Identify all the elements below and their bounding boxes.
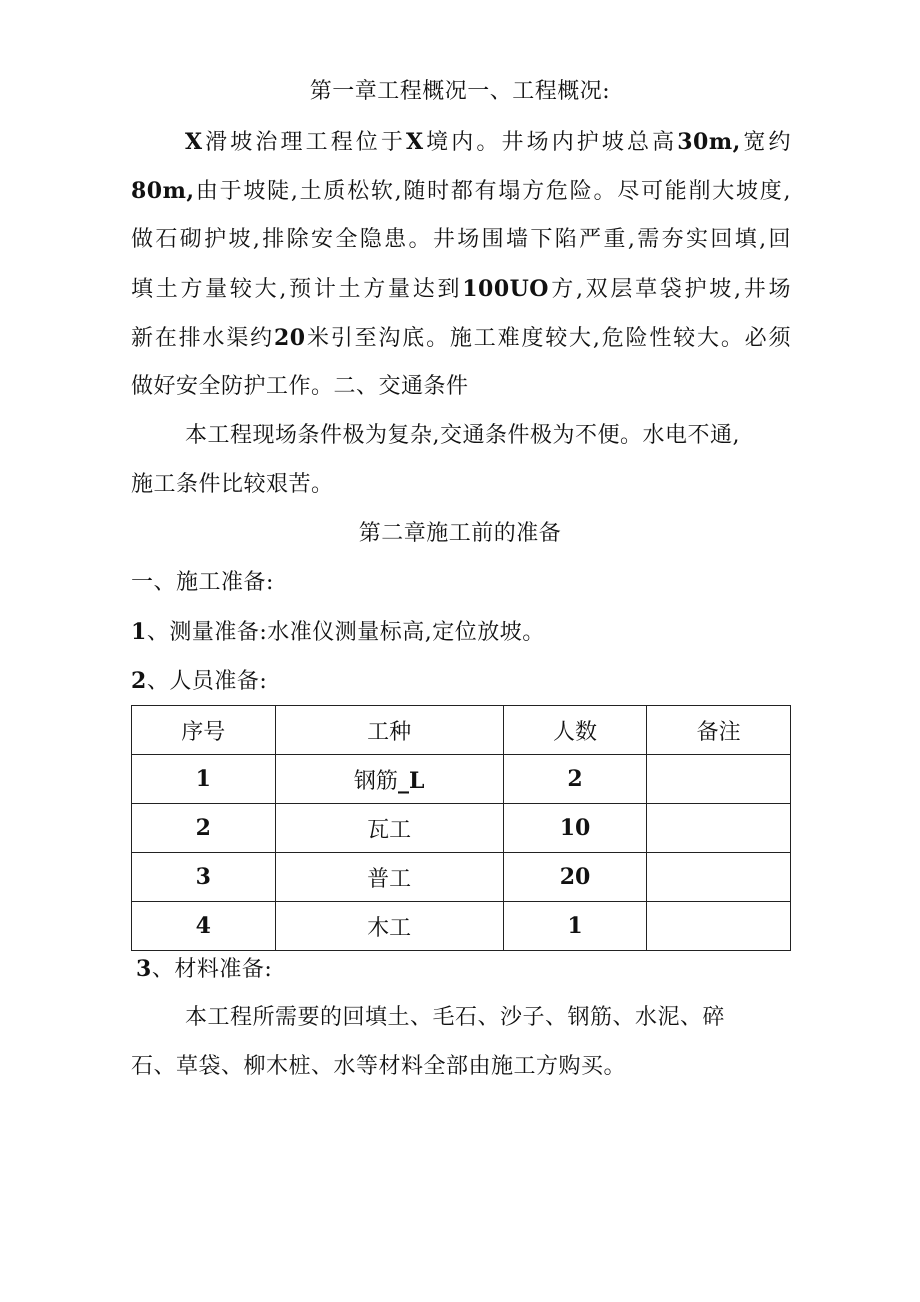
chapter-1-title: 第一章工程概况一、工程概况: xyxy=(309,79,611,104)
para-traffic-line-2: 施工条件比较艰苦。 xyxy=(131,472,334,497)
para-overview-line-4: 填土方量较大,预计土方量达到100UO方,双层草袋护坡,井场 xyxy=(131,276,791,302)
table-header-row xyxy=(132,706,791,755)
para-materials-line-1: 本工程所需要的回填土、毛石、沙子、钢筋、水泥、碎 xyxy=(185,1005,726,1030)
chapter-2-title: 第二章施工前的准备 xyxy=(358,521,562,546)
height-value: 30m, xyxy=(677,129,741,155)
header-count: 人数 xyxy=(503,706,647,755)
item-survey-prep: 1、测量准备:水准仪测量标高,定位放坡。 xyxy=(131,619,545,645)
header-no: 序号 xyxy=(132,706,276,755)
para-overview-line-6: 做好安全防护工作。二、交通条件 xyxy=(131,374,469,399)
header-type: 工种 xyxy=(275,706,503,755)
table-row: 2 瓦工 10 xyxy=(132,804,791,853)
para-overview-line-2: 80m,由于坡陡,土质松软,随时都有塌方危险。尽可能削大坡度, xyxy=(131,178,791,204)
staff-table xyxy=(131,705,791,951)
item-staff-prep: 2、人员准备: xyxy=(131,668,268,694)
project-name-x: X xyxy=(185,129,203,155)
table-row: 4 木工 1 xyxy=(132,902,791,951)
para-overview-line-3: 做石砌护坡,排除安全隐患。井场围墙下陷严重,需夯实回填,回 xyxy=(131,227,791,252)
para-overview-line-5: 新在排水渠约20米引至沟底。施工难度较大,危险性较大。必须 xyxy=(131,325,791,351)
table-row: 1 钢筋_L 2 xyxy=(132,755,791,804)
location-x: X xyxy=(406,129,424,155)
section-construction-prep: 一、施工准备: xyxy=(131,570,274,595)
width-value: 80m, xyxy=(131,178,195,204)
item-material-prep: 3、材料准备: xyxy=(136,956,273,982)
para-traffic-line-1: 本工程现场条件极为复杂,交通条件极为不便。水电不通, xyxy=(185,423,740,448)
header-note: 备注 xyxy=(647,706,791,755)
para-materials-line-2: 石、草袋、柳木桩、水等材料全部由施工方购买。 xyxy=(131,1054,627,1079)
table-row: 3 普工 20 xyxy=(132,853,791,902)
para-overview-line-1: X滑坡治理工程位于X境内。井场内护坡总高30m,宽约 xyxy=(185,129,791,155)
earth-volume-value: 100UO xyxy=(462,276,549,302)
drain-length-value: 20 xyxy=(273,325,306,351)
